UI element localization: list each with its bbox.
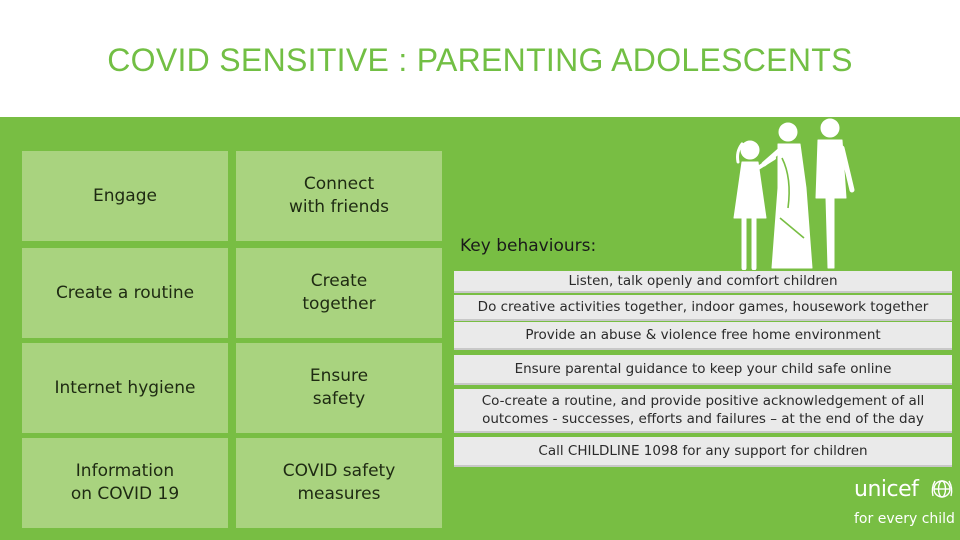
behaviour-item: [454, 355, 952, 385]
tile-label: Ensure safety: [309, 366, 369, 409]
tile-label: COVID safety measures: [282, 461, 396, 504]
behaviour-text: Listen, talk openly and comfort children: [568, 272, 838, 289]
behaviour-item: [454, 322, 952, 350]
tile-label: Create together: [302, 271, 376, 314]
behaviour-item: [454, 271, 952, 293]
behaviour-text: Call CHILDLINE 1098 for any support for children: [538, 442, 868, 459]
tile-label: Information on COVID 19: [70, 461, 180, 504]
tile-connect-with-friends: [236, 151, 442, 241]
tile-create-together: [236, 248, 442, 338]
tile-label: Create a routine: [55, 282, 195, 303]
tile-label: Engage: [93, 185, 157, 206]
behaviour-text: Provide an abuse & violence free home environment: [525, 326, 881, 343]
tile-information-on-covid: [22, 438, 228, 528]
page-title: COVID SENSITIVE : PARENTING ADOLESCENTS: [107, 42, 853, 78]
tile-engage: [22, 151, 228, 241]
key-behaviours-heading: Key behaviours:: [460, 236, 597, 256]
unicef-wordmark: unicef: [854, 477, 919, 502]
tile-internet-hygiene: [22, 343, 228, 433]
tile-create-a-routine: [22, 248, 228, 338]
tile-ensure-safety: [236, 343, 442, 433]
behaviour-text: Do creative activities together, indoor games, housework together: [477, 298, 929, 315]
unicef-globe-icon: [929, 476, 955, 502]
behaviour-item: [454, 389, 952, 433]
family-illustration-icon: [722, 118, 862, 270]
behaviour-text: Ensure parental guidance to keep your child safe online: [514, 360, 892, 377]
unicef-tagline: for every child: [854, 511, 955, 527]
behaviour-item: [454, 295, 952, 321]
tile-label: Connect with friends: [288, 174, 390, 217]
behaviour-text: Co-create a routine, and provide positive acknowledgement of all outcomes - successes, efforts and failures – at the end of the day: [481, 392, 925, 427]
behaviour-item: [454, 437, 952, 467]
tile-label: Internet hygiene: [54, 377, 196, 398]
tile-covid-safety-measures: [236, 438, 442, 528]
